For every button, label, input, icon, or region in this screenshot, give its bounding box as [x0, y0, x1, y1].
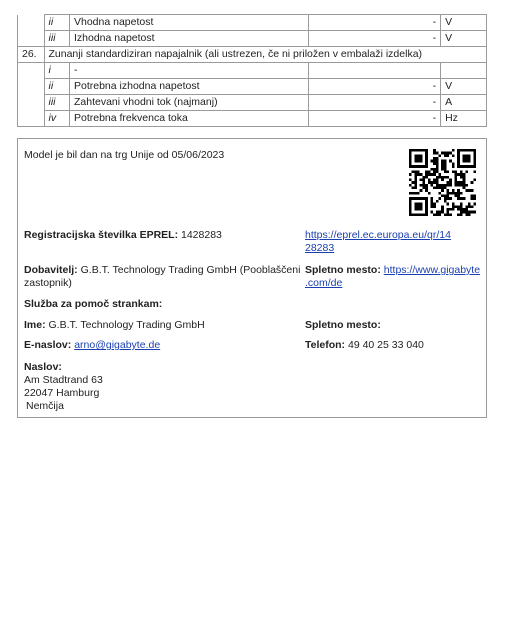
row-label: Izhodna napetost: [69, 31, 308, 47]
row-subindex: ii: [44, 79, 69, 95]
table-row: [18, 31, 487, 47]
table-row: [18, 63, 487, 79]
name-label: Ime:: [24, 319, 46, 331]
email-label: E-naslov:: [24, 339, 72, 351]
address-line: Am Stadtrand 63: [24, 374, 103, 386]
table-row: [18, 79, 487, 95]
row-heading: Zunanji standardiziran napajalnik (ali ustrezen, če ni priložen v embalaži izdelka): [44, 47, 487, 63]
row-value: -: [308, 15, 441, 31]
row-unit: V: [441, 79, 487, 95]
table-row: [18, 47, 487, 63]
phone-label: Telefon:: [305, 339, 346, 351]
phone-row: [305, 339, 424, 352]
table-row: [18, 95, 487, 111]
row-number: [18, 15, 45, 31]
supplier-value-continued: zastopnik): [24, 277, 72, 289]
address-line: 22047 Hamburg: [24, 387, 100, 399]
row-number: [18, 63, 45, 79]
row-value: -: [308, 79, 441, 95]
table-row: [18, 15, 487, 31]
supplier-value: G.B.T. Technology Trading GmbH (Pooblaščeni: [80, 264, 301, 276]
table-row: [18, 111, 487, 127]
email-link[interactable]: arno@gigabyte.de: [74, 339, 161, 351]
eprel-row: [24, 229, 222, 242]
website-link-continued[interactable]: .com/de: [305, 277, 343, 289]
row-unit: A: [441, 95, 487, 111]
row-subindex: iv: [44, 111, 69, 127]
qr-code-icon[interactable]: [409, 149, 476, 216]
row-value: -: [308, 95, 441, 111]
supplier-row: [24, 264, 300, 277]
phone-value: 49 40 25 33 040: [347, 339, 424, 351]
spec-table: [17, 14, 487, 127]
row-unit: V: [441, 15, 487, 31]
eprel-label: Registracijska številka EPREL:: [24, 229, 179, 241]
eprel-link-continued[interactable]: 28283: [305, 242, 335, 254]
website-label: Spletno mesto:: [305, 264, 381, 276]
support-website-label: Spletno mesto:: [305, 319, 381, 331]
supplier-info-box: [17, 138, 487, 418]
address-line: Nemčija: [26, 400, 64, 412]
row-number: [18, 79, 45, 95]
row-unit: [441, 63, 487, 79]
market-date-text: Model je bil dan na trg Unije od 05/06/2023: [24, 149, 225, 161]
row-label: -: [69, 63, 308, 79]
address-label: Naslov:: [24, 361, 62, 373]
email-row: [24, 339, 160, 352]
row-value: -: [308, 31, 441, 47]
row-label: Vhodna napetost: [69, 15, 308, 31]
row-value: [308, 63, 441, 79]
eprel-number: 1428283: [181, 229, 222, 241]
website-link[interactable]: https://www.gigabyte: [383, 264, 481, 276]
name-value: G.B.T. Technology Trading GmbH: [48, 319, 205, 331]
row-number: 26.: [18, 47, 45, 63]
row-number: [18, 95, 45, 111]
row-subindex: ii: [44, 15, 69, 31]
row-unit: V: [441, 31, 487, 47]
eprel-link[interactable]: https://eprel.ec.europa.eu/qr/14: [305, 229, 451, 241]
row-unit: Hz: [441, 111, 487, 127]
support-heading: Služba za pomoč strankam:: [24, 298, 163, 310]
support-name-row: [24, 319, 205, 332]
row-label: Zahtevani vhodni tok (najmanj): [69, 95, 308, 111]
row-subindex: iii: [44, 31, 69, 47]
row-subindex: i: [44, 63, 69, 79]
row-label: Potrebna frekvenca toka: [69, 111, 308, 127]
website-row: [305, 264, 480, 277]
row-number: [18, 31, 45, 47]
row-number: [18, 111, 45, 127]
row-value: -: [308, 111, 441, 127]
supplier-label: Dobavitelj:: [24, 264, 78, 276]
row-subindex: iii: [44, 95, 69, 111]
row-label: Potrebna izhodna napetost: [69, 79, 308, 95]
